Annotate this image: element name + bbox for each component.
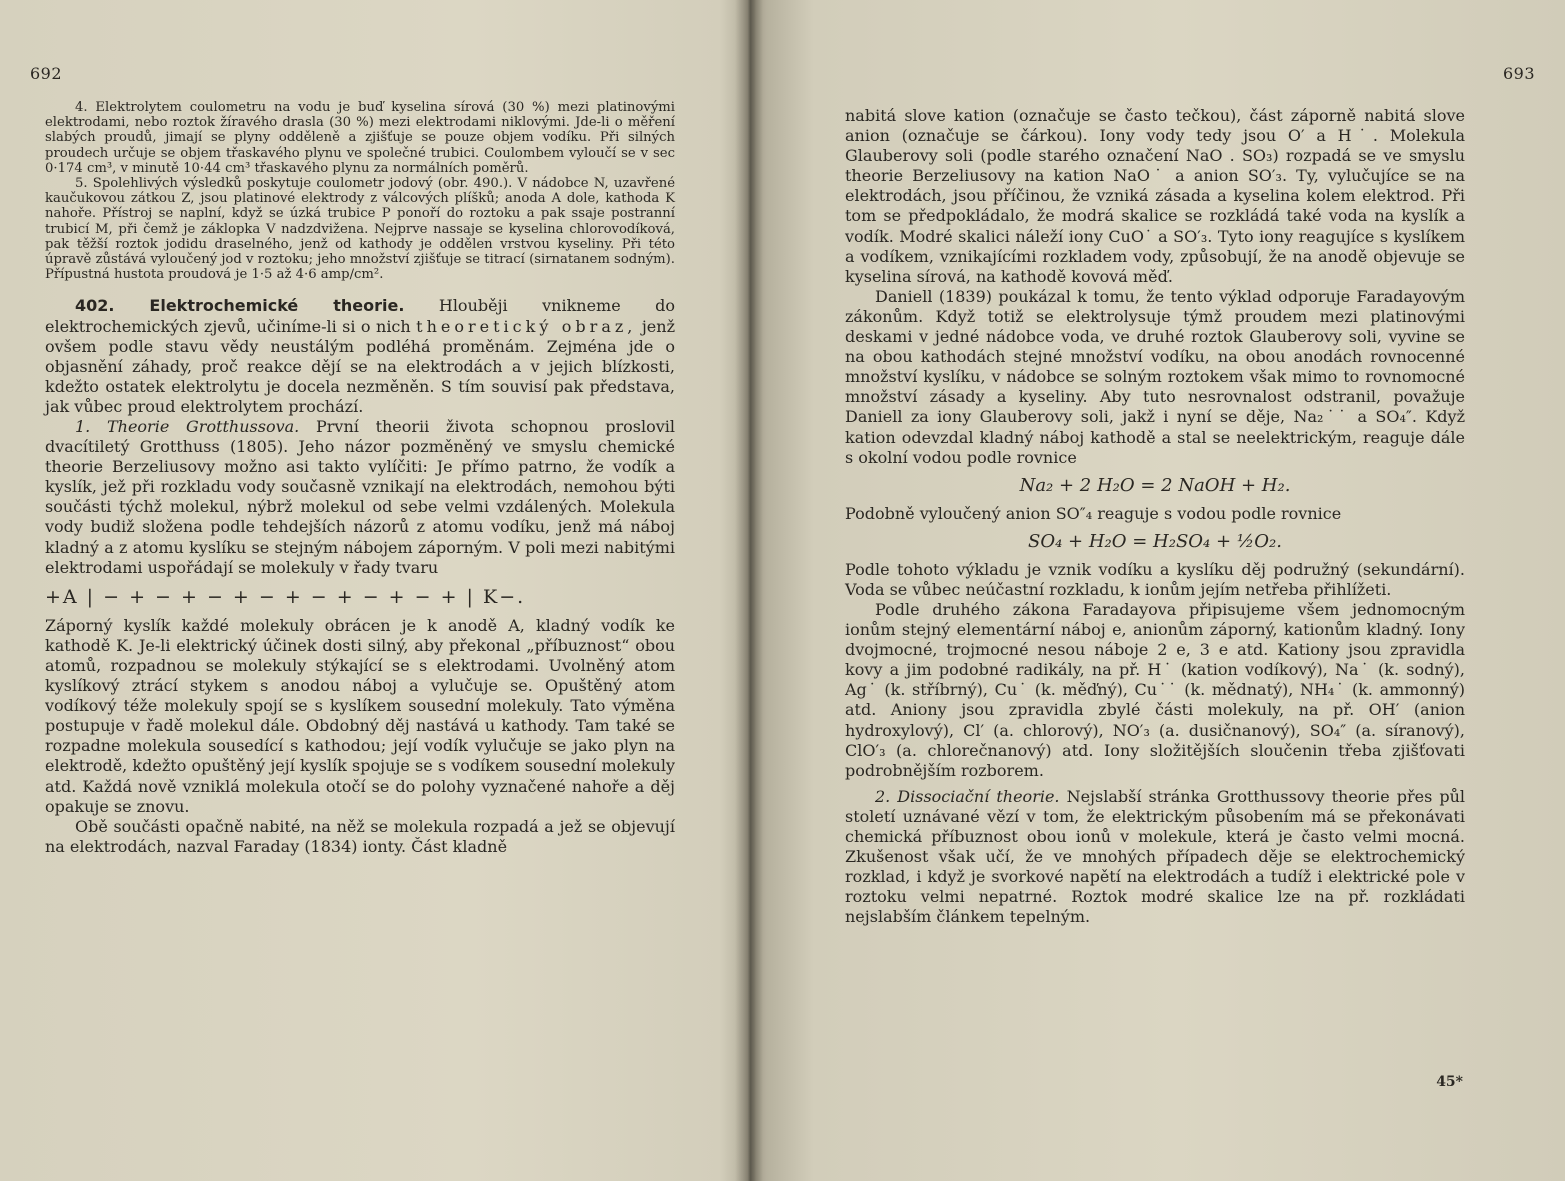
coulometer-iodine-paragraph: 5. Spolehlivých výsledků poskytuje coulometr jodový (obr. 490.). V nádobce N, uzavřené kaučukovou zátkou Z, jsou platinové elektrody z válcových plíšků; anoda A dole, kathoda K nahoře. Přístroj se naplní, když se úzká trubice P ponoří do roztoku a pak ssaje postranní trubicí M, při čemž je záklopka V nadzdvižena. Nejprve nassaje se kyselina chlorovodíková, pak těžší roztok jodidu draselného, jenž od kathody je oddělen vrstvou kyseliny. Při této úpravě zůstává vyloučený jod v roztoku; jeho množství zjišťuje se titrací (sirnatanem sodným). Přípustná hustota proudová je 1·5 až 4·6 amp/cm². [45, 176, 675, 283]
subheading-dissociation: 2. Dissociační theorie. [875, 786, 1060, 806]
section-heading: 402. Elektrochemické theorie. [75, 296, 405, 316]
subheading-grotthuss: 1. Theorie Grotthussova. [75, 417, 300, 436]
secondary-process-paragraph: Podle tohoto výkladu je vznik vodíku a kyslíku děj podružný (sekundární). Voda se vůbec neúčastní rozkladu, k ionům jejím netřeba přihlížeti. [845, 559, 1465, 599]
kation-anion-paragraph: nabitá slove kation (označuje se často tečkou), část záporně nabitá slove anion (označuje se čárkou). Iony vody tedy jsou O′ a H˙. Molekula Glauberovy soli (podle starého označení NaO . SO₃) rozpadá se ve smyslu theorie Berzeliusovy na kation NaO˙ a anion SO′₃. Ty, vylučujíce se na elektrodách, jsou příčinou, že vzniká zásada a kyselina kolem elektrod. Při tom se předpokládalo, že modrá skalice se rozkládá také voda na kyslík a vodík. Modré skalici náleží iony CuO˙ a SO′₃. Tyto iony reagujíce s kyslíkem a vodíkem, vznikajícími rozkladem vody, způsobují, že na anodě objevuje se kyselina sírová, na kathodě kovová měď. [845, 106, 1465, 286]
coulometer-water-paragraph: 4. Elektrolytem coulometru na vodu je buď kyselina sírová (30 %) mezi platinovými elektrodami, nebo roztok žíravého drasla (30 %) mezi elektrodami niklovými. Jde-li o měření slabých proudů, jimají se plyny odděleně a zjišťuje se pouze objem vodíku. Při silných proudech určuje se objem třaskavého plynu ve společné trubici. Coulombem vyloučí se v sec 0·174 cm³, v minutě 10·44 cm³ třaskavého plynu za normálních poměrů. [45, 100, 675, 176]
right-page [763, 0, 1565, 1181]
equation-sodium: Na₂ + 2 H₂O = 2 NaOH + H₂. [1019, 474, 1291, 496]
left-page [0, 0, 735, 1181]
equation-sulfate: SO₄ + H₂O = H₂SO₄ + ½O₂. [1028, 530, 1282, 552]
faraday-second-law-paragraph: Podle druhého zákona Faradayova připisujeme všem jednomocným ionům stejný elementární náboj e, anionům záporný, kationům kladný. Iony dvojmocné, trojmocné nesou náboje 2 e, 3 e atd. Kationy jsou zpravidla kovy a jim podobné radikály, na př. H˙ (kation vodíkový), Na˙ (k. sodný), Ag˙ (k. stříbrný), Cu˙ (k. měďný), Cu˙˙ (k. mědnatý), NH₄˙ (k. ammonný) atd. Aniony jsou zpravidla zbylé části molekuly, na př. OH′ (anion hydroxylový), Cl′ (a. chlorový), NO′₃ (a. dusičnanový), SO₄″ (a. síranový), ClO′₃ (a. chlorečnanový) atd. Iony složitějších sloučenin třeba zjišťovati podrobnějším rozborem. [845, 599, 1465, 780]
signature-mark: 45* [1436, 1074, 1463, 1090]
faraday-ions-paragraph: Obě součásti opačně nabité, na něž se molekula rozpadá a jež se objevují na elektrodách, nazval Faraday (1834) ionty. Část kladně [45, 816, 675, 856]
grotthuss-paragraph: 1. Theorie Grotthussova. První theorii života schopnou proslovil dvacítiletý Grotthuss (1805). Jeho názor pozměněný ve smyslu chemické theorie Berzeliusovy možno asi takto vylíčiti: Je přímo patrno, že vodík a kyslík, jež při rozkladu vody současně vznikají na elektrodách, nemohou býti součásti týchž molekul, nýbrž molekul od sebe velmi vzdálených. Molekula vody budiž složena podle tehdejších názorů z atomu vodíku, jenž má náboj kladný a z atomu kyslíku se stejným nábojem záporným. V poli mezi nabitými elektrodami uspořádají se molekuly v řady tvaru [45, 417, 675, 577]
anion-reaction-paragraph: Podobně vyloučený anion SO″₄ reaguje s vodou podle rovnice [845, 503, 1342, 523]
spaced-emphasis: theoretický obraz, [416, 316, 637, 336]
page-number-right: 693 [1502, 64, 1535, 83]
paragraph-after-chain: Záporný kyslík každé molekuly obrácen je k anodě A, kladný vodík ke kathodě K. Je-li elektrický účinek dosti silný, aby překonal „příbuznost“ obou atomů, rozpadnou se molekuly stýkající se s elektrodami. Uvolněný atom kyslíkový ztrácí stykem s anodou náboj a vylučuje se. Opuštěný atom vodíkový téže molekuly spojí se s kyslíkem sousední molekuly. Tato výměna postupuje v řadě molekul dále. Obdobný děj nastává u kathody. Tam také se rozpadne molekula sousedící s kathodou; její vodík vylučuje se jako plyn na elektrodě, kdežto opuštěný její kyslík spojuje se s vodíkem sousední molekuly atd. Každá nově vzniklá molekula otočí se do polohy vyznačené nahoře a děj opakuje se znovu. [45, 615, 675, 816]
dissociation-paragraph: 2. Dissociační theorie. Nejslabší stránka Grotthussovy theorie přes půl století uznávané vězí v tom, že elektrickým působením má se překonávati chemická příbuznost obou ionů v molekule, která je často velmi mocná. Zkušenost však učí, že ve mnohých případech děje se elektrochemický rozklad, i když je svorkové napětí na elektrodách a tudíž i elektrické pole v roztoku velmi nepatrné. Roztok modré skalice lze na př. rozkládati nejslabším článkem tepelným. [845, 786, 1465, 927]
molecule-chain-formula: +A | − + − + − + − + − + − + − + | K−. [45, 585, 526, 608]
right-page-text [845, 106, 1465, 927]
page-number-left: 692 [30, 64, 63, 83]
left-page-text [45, 100, 675, 857]
daniell-paragraph: Daniell (1839) poukázal k tomu, že tento výklad odporuje Faradayovým zákonům. Když totiž se elektrolysuje týmž proudem mezi platinovými deskami v jedné nádobce voda, ve druhé roztok Glauberovy soli, vyvine se na obou kathodách stejné množství vodíku, na obou anodách rovnocenné množství kyslíku, v nádobce se solným roztokem však mimo to rovnomocné množství zásady a kyseliny. Aby tuto nesrovnalost odstranil, považuje Daniell za iony Glauberovy soli, jakž i nyní se děje, Na₂˙˙ a SO₄″. Když kation odevzdal kladný náboj kathodě a stal se neelektrickým, reaguje dále s okolní vodou podle rovnice [845, 286, 1465, 467]
section-402-intro: 402. Elektrochemické theorie. Hlouběji vnikneme do elektrochemických zjevů, učiníme-li si o nich theoretický obraz, jenž ovšem podle stavu vědy neustálým podléhá proměnám. Zejména jde o objasnění záhady, proč reakce dějí se na elektrodách a v jejich blízkosti, kdežto ostatek elektrolytu je docela nezměněn. S tím souvisí pak představa, jak vůbec proud elektrolytem prochází. [45, 296, 675, 416]
book-gutter [735, 0, 763, 1181]
